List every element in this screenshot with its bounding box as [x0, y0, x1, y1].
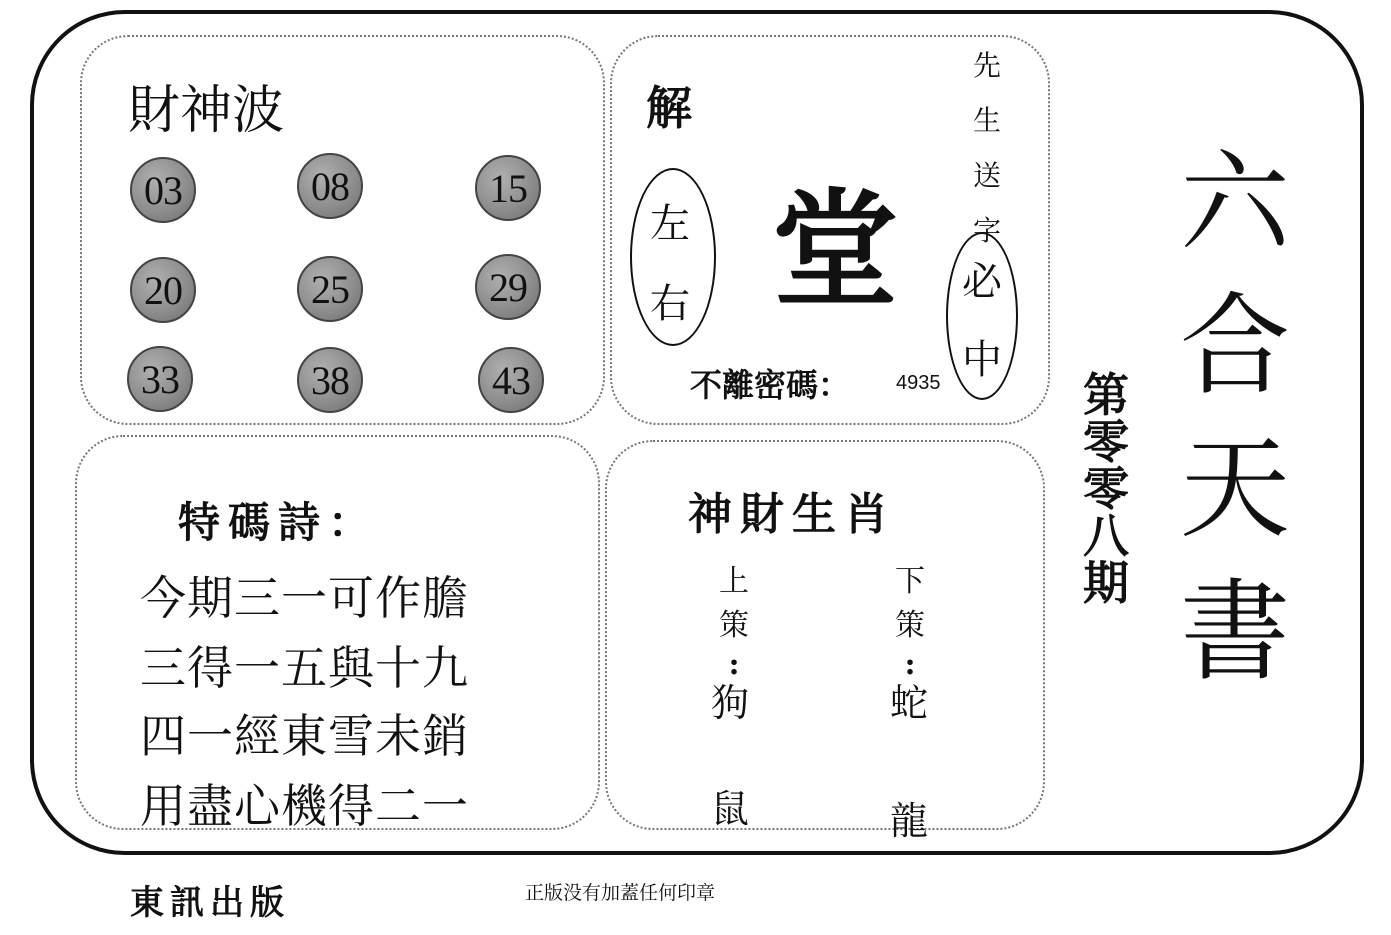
poem-line: 用盡心機得二一 [140, 779, 469, 833]
number-ball: 43 [478, 347, 544, 413]
issue-number: 第 零 零 八 期 [1083, 368, 1129, 610]
hit-char: 中 [962, 337, 1002, 383]
secret-code-label: 不離密碼： [690, 366, 851, 404]
lower-animal: 龍 [890, 799, 929, 843]
number-ball: 08 [297, 153, 363, 219]
must-char: 必 [962, 259, 1002, 305]
number-ball: 29 [475, 254, 541, 320]
secret-code-value: 4935 [896, 372, 941, 394]
decode-label: 解 [646, 81, 692, 135]
lower-strategy-label: 下 策 : [895, 564, 925, 682]
upper-animal: 鼠 [711, 787, 750, 831]
upper-animal: 狗 [711, 681, 750, 725]
number-ball: 15 [475, 155, 541, 221]
number-ball: 33 [127, 346, 193, 412]
poem-line: 今期三一可作膽 [140, 571, 469, 625]
lower-animal: 蛇 [890, 681, 929, 725]
number-ball: 38 [297, 347, 363, 413]
main-hint-char: 堂 [772, 177, 898, 324]
number-ball: 20 [130, 257, 196, 323]
left-char: 左 [650, 201, 690, 247]
publisher-label: 東訊出版 [130, 883, 290, 923]
zodiac-title: 神財生肖 [688, 489, 896, 540]
wealth-wave-title: 財神波 [128, 81, 285, 141]
number-ball: 25 [297, 256, 363, 322]
right-char: 右 [650, 281, 690, 327]
number-ball: 03 [130, 157, 196, 223]
sender-text: 先 生 送 字 [972, 49, 1001, 247]
upper-strategy-label: 上 策 : [719, 564, 749, 682]
poem-line: 三得一五與十九 [140, 641, 469, 695]
poem-line: 四一經東雪未銷 [140, 709, 469, 763]
main-title: 六 合 天 書 [1180, 139, 1290, 696]
authenticity-notice: 正版没有加蓋任何印章 [525, 882, 716, 904]
poem-label: 特碼詩： [178, 498, 379, 547]
